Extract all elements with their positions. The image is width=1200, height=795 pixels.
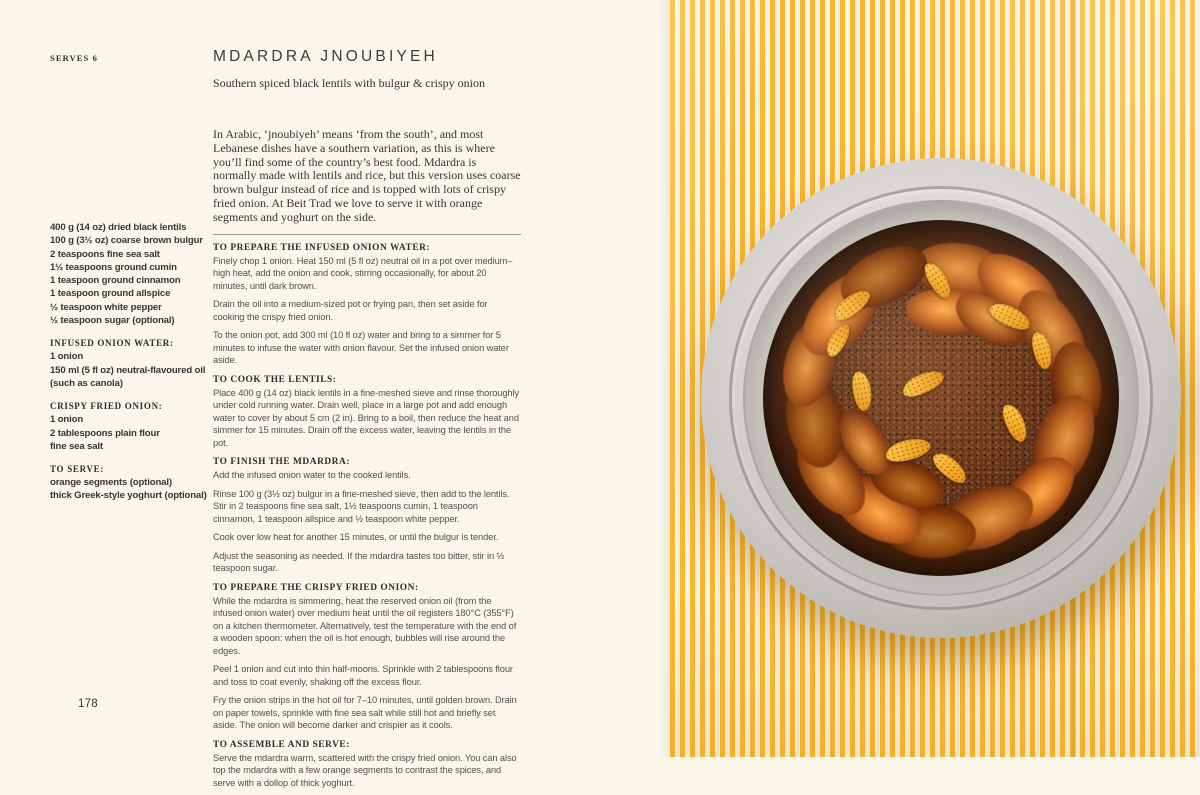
ingredient-line: 400 g (14 oz) dried black lentils: [50, 222, 187, 233]
method-paragraph: Peel 1 onion and cut into thin half-moons. Sprinkle with 2 tablespoons flour and toss to coat evenly, shaking off the excess flour.: [213, 664, 513, 687]
method-column: [213, 243, 521, 790]
method-paragraph: Serve the mdardra warm, scattered with the crispy fried onion. You can also top the mdardra with a few orange segments to contrast the spices, and serve with a dollop of thick yoghurt.: [213, 752, 517, 788]
recipe-title: MDARDRA JNOUBIYEH: [213, 48, 438, 65]
page-gutter-shadow: [660, 0, 670, 757]
mdardra-dish: [763, 220, 1119, 576]
method-paragraph: While the mdardra is simmering, heat the reserved onion oil (from the infused onion water) over medium heat until the oil registers 180°C (355°F) on a kitchen thermometer. Alternatively, test the temperature with the end of a wooden spoon: when the oil is hot enough, bubbles will rise around the edges.: [213, 595, 517, 656]
ingredient-line: 2 teaspoons fine sea salt: [50, 248, 160, 260]
ingredient-line: thick Greek-style yoghurt (optional): [50, 490, 207, 502]
ingredient-line: ½ teaspoon white pepper: [50, 301, 162, 313]
method-step-heading: TO ASSEMBLE AND SERVE:: [213, 739, 350, 750]
method-paragraph: Finely chop 1 onion. Heat 150 ml (5 fl oz) neutral oil in a pot over medium–high heat, add the onion and cook, stirring occasionally, for about 20 minutes, until dark brown.: [213, 255, 513, 291]
photo-page: [670, 0, 1200, 757]
ingredient-line: 1 teaspoon ground cinnamon: [50, 275, 181, 287]
ingredient-line: 2 tablespoons plain flour: [50, 427, 160, 439]
ingredient-line: fine sea salt: [50, 440, 103, 452]
method-paragraph: Add the infused onion water to the cooked lentils.: [213, 470, 411, 481]
serves-label: SERVES 6: [50, 53, 98, 63]
ingredient-group-heading: CRISPY FRIED ONION:: [50, 401, 163, 412]
method-step-heading: TO PREPARE THE CRISPY FRIED ONION:: [213, 582, 419, 593]
method-step-heading: TO FINISH THE MDARDRA:: [213, 457, 351, 468]
divider-rule: [213, 234, 521, 235]
ingredient-group-heading: INFUSED ONION WATER:: [50, 338, 174, 349]
method-paragraph: Adjust the seasoning as needed. If the mdardra tastes too bitter, stir in ½ teaspoon sugar.: [213, 550, 505, 574]
recipe-intro: In Arabic, ‘jnoubiyeh’ means ‘from the south’, and most Lebanese dishes have a southern variation, as this is where you’ll find some of the country’s best food. Mdardra is normally made with lentils and rice, but this version uses coarse brown bulgur instead of rice and is topped with lots of crispy fried onion. At Beit Trad we love to serve it with orange segments and yoghurt on the side.: [213, 127, 521, 224]
ingredient-line: 1 onion: [50, 351, 84, 363]
ingredient-line: 150 ml (5 fl oz) neutral-flavoured oil (such as canola): [50, 364, 206, 389]
ingredient-line: 100 g (3½ oz) coarse brown bulgur: [50, 235, 203, 247]
metal-plate: [701, 158, 1181, 638]
ingredients-main-list: [50, 221, 212, 327]
recipe-main-column: [213, 48, 521, 795]
method-paragraph: Place 400 g (14 oz) black lentils in a fine-meshed sieve and rinse thoroughly under cold running water. Drain well, place in a large pot and add enough water to cover by about 5 cm (2 in). Bring to a boil, then reduce the heat and simmer for 15 minutes. Drain off the excess water, leaving the lentils in the pot.: [213, 387, 519, 448]
ingredient-group-heading: TO SERVE:: [50, 464, 105, 475]
ingredient-line: 1½ teaspoons ground cumin: [50, 261, 177, 273]
ingredient-line: 1 teaspoon ground allspice: [50, 288, 171, 300]
recipe-subtitle: Southern spiced black lentils with bulgur & crispy onion: [213, 76, 485, 90]
method-paragraph: Rinse 100 g (3½ oz) bulgur in a fine-meshed sieve, then add to the lentils. Stir in 2 teaspoons fine sea salt, 1½ teaspoons cumin, 1 teaspoon cinnamon, 1 teaspoon allspice and ½ teaspoon white pepper.: [213, 488, 510, 524]
ingredient-line: orange segments (optional): [50, 477, 172, 489]
page-number: 178: [78, 698, 98, 710]
method-paragraph: Fry the onion strips in the hot oil for 7–10 minutes, until golden brown. Drain on paper towels, sprinkle with fine sea salt while still hot and briefly set aside. The onion will become darker and crispier as it cools.: [213, 695, 517, 731]
method-paragraph: Cook over low heat for another 15 minutes, or until the bulgur is tender.: [213, 532, 499, 543]
ingredient-line: ½ teaspoon sugar (optional): [50, 315, 175, 327]
ingredients-column: [50, 221, 212, 503]
method-paragraph: To the onion pot, add 300 ml (10 fl oz) water and bring to a simmer for 5 minutes to infuse the water with onion flavour. Set the infused onion water aside.: [213, 330, 509, 366]
method-step-heading: TO COOK THE LENTILS:: [213, 374, 337, 385]
ingredients-groups: [50, 338, 212, 502]
method-step-heading: TO PREPARE THE INFUSED ONION WATER:: [213, 242, 431, 253]
method-paragraph: Drain the oil into a medium-sized pot or frying pan, then set aside for cooking the crispy fried onion.: [213, 299, 488, 322]
ingredient-line: 1 onion: [50, 414, 84, 426]
